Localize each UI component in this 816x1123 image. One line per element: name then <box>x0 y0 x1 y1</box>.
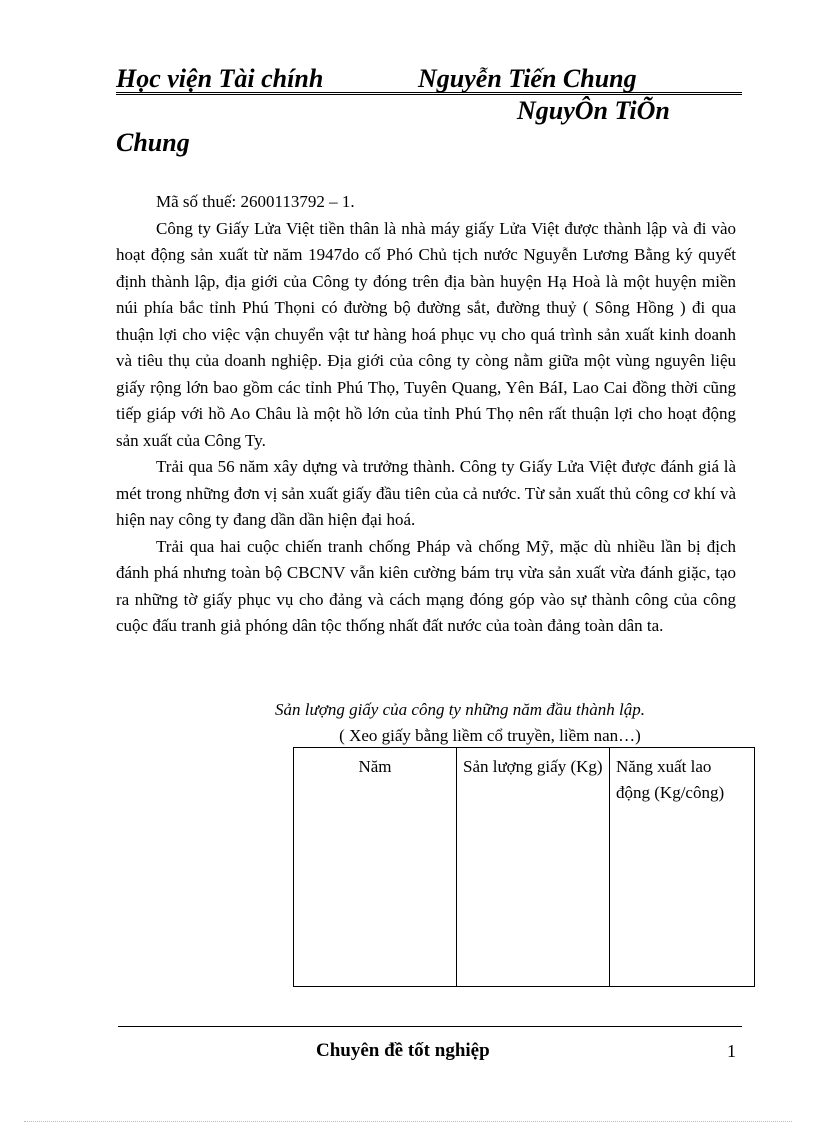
page-edge <box>24 1121 792 1122</box>
footer-rule <box>118 1026 742 1027</box>
header-output: Sản lượng giấy (Kg) <box>457 748 610 987</box>
production-table <box>293 747 755 987</box>
table-caption: Sản lượng giấy của công ty những năm đầu thành lập. <box>275 700 645 719</box>
paragraph-1: Công ty Giấy Lửa Việt tiền thân là nhà máy giấy Lửa Việt được thành lập và đi vào hoạt động sản xuất từ năm 1947do cố Phó Chủ tịch nước Nguyễn Lương Bằng ký quyết định thành lập, địa giới của Công ty đóng trên địa bàn huyện Hạ Hoà là một huyện miền núi phía bắc tỉnh Phú Thọni có đường bộ đường sắt, đường thuỷ ( Sông Hồng ) đi qua thuận lợi cho việc vận chuyển vật tư hàng hoá phục vụ cho quá trình sản xuất kinh doanh và tiêu thụ của doanh nghiệp. Địa giới của công ty còng nằm giữa một vùng nguyên liệu giấy rộng lớn bao gồm các tỉnh Phú Thọ, Tuyên Quang, Yên BáI, Lao Cai đồng thời cũng tiếp giáp với hồ Ao Châu là một hồ lớn của tỉnh Phú Thọ nên rất thuận lợi cho hoạt động sản xuất của Công Ty. <box>116 218 736 450</box>
paragraph-2: Trải qua 56 năm xây dựng và trưởng thành. Công ty Giấy Lửa Việt được đánh giá là mét trong những đơn vị sản xuất giấy đầu tiên của cả nước. Từ sản xuất thủ công cơ khí và hiện nay công ty đang dần dần hiện đại hoá. <box>116 457 736 529</box>
header-author-garbled-cont: Chung <box>116 128 190 157</box>
page-number: 1 <box>727 1041 736 1061</box>
header-author: Nguyễn Tiến Chung <box>418 64 637 93</box>
tax-code: Mã số thuế: 2600113792 – 1. <box>156 192 355 211</box>
table-row <box>294 748 755 987</box>
footer-title: Chuyên đề tốt nghiệp <box>316 1040 490 1061</box>
table-subcaption: ( Xeo giấy bằng liềm cổ truyền, liềm nan…) <box>339 726 641 745</box>
paragraph-3: Trải qua hai cuộc chiến tranh chống Pháp và chống Mỹ, mặc dù nhiều lần bị địch đánh phá nhưng toàn bộ CBCNV vẫn kiên cường bám trụ vừa sản xuất vừa đánh giặc, tạo ra những tờ giấy phục vụ cho đảng và cách mạng đóng góp vào sự thành công của công cuộc đấu tranh giả phóng dân tộc thống nhất đất nước của toàn đảng toàn dân ta. <box>116 536 736 635</box>
header-year: Năm <box>294 748 457 987</box>
header-institution: Học viện Tài chính <box>116 64 324 93</box>
header-author-garbled: NguyÔn TiÕn <box>517 96 670 125</box>
body-text <box>116 189 736 640</box>
header-productivity: Năng xuất lao động (Kg/công) <box>610 748 755 987</box>
